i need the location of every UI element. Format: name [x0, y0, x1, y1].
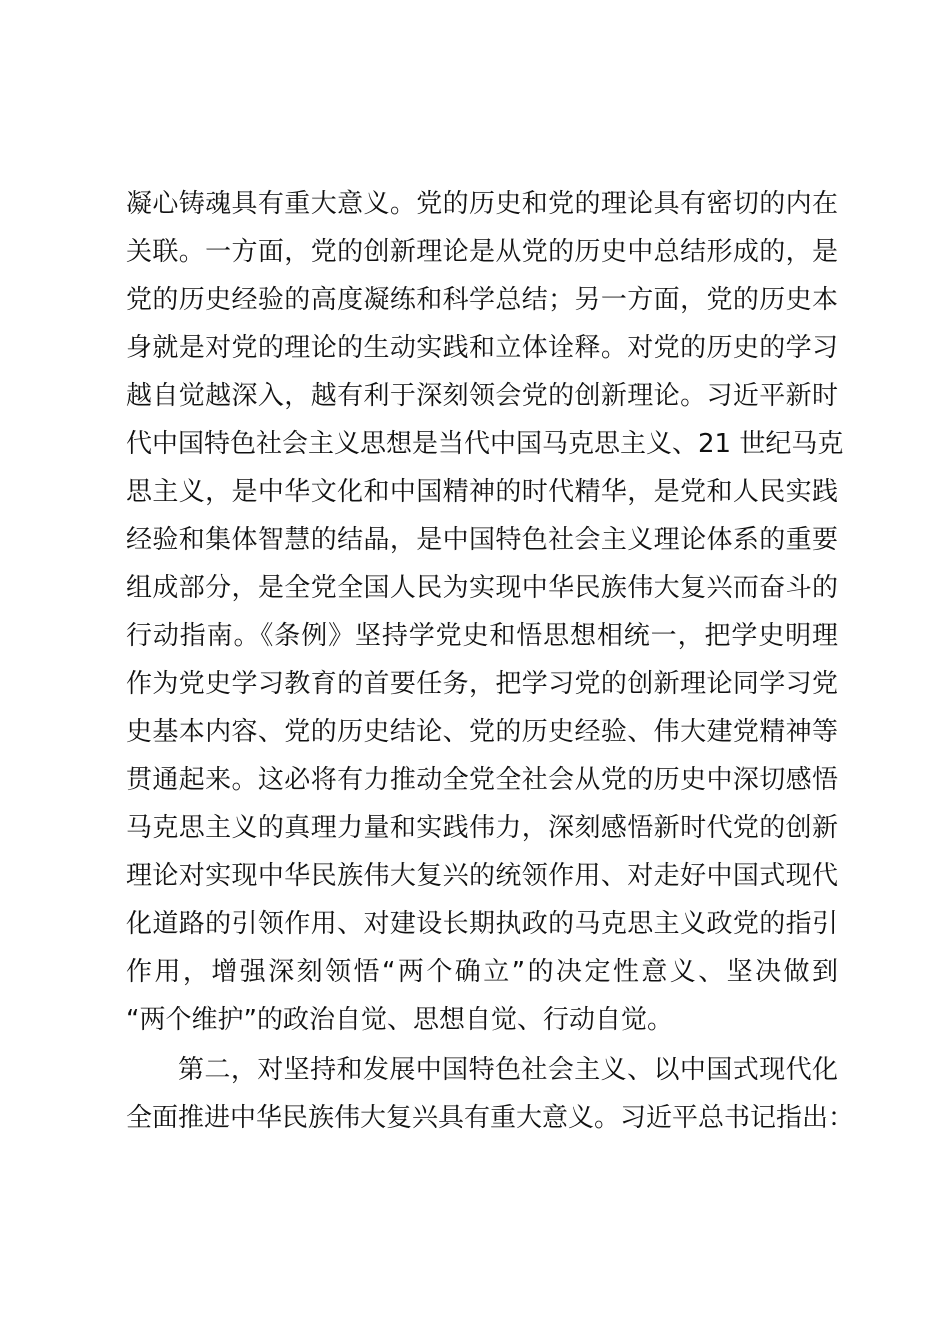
text-line: 越自觉越深入，越有利于深刻领会党的创新理论。习近平新时	[126, 381, 838, 411]
text-line: 史基本内容、党的历史结论、党的历史经验、伟大建党精神等	[126, 717, 838, 747]
text-line: 身就是对党的理论的生动实践和立体诠释。对党的历史的学习	[126, 333, 838, 363]
paragraph-start-line: 第二，对坚持和发展中国特色社会主义、以中国式现代化	[178, 1055, 838, 1085]
text-line: 关联。一方面，党的创新理论是从党的历史中总结形成的，是	[126, 237, 838, 267]
text-line: 代中国特色社会主义思想是当代中国马克思主义、21 世纪马克	[126, 429, 844, 459]
text-line: 作为党史学习教育的首要任务，把学习党的创新理论同学习党	[126, 669, 838, 699]
text-line: 凝心铸魂具有重大意义。党的历史和党的理论具有密切的内在	[126, 189, 838, 219]
text-line: 党的历史经验的高度凝练和科学总结；另一方面，党的历史本	[126, 285, 838, 315]
text-line: 化道路的引领作用、对建设长期执政的马克思主义政党的指引	[126, 909, 838, 939]
text-line: 全面推进中华民族伟大复兴具有重大意义。习近平总书记指出：	[126, 1103, 855, 1133]
text-line: 组成部分，是全党全国人民为实现中华民族伟大复兴而奋斗的	[126, 573, 838, 603]
text-line: 马克思主义的真理力量和实践伟力，深刻感悟新时代党的创新	[126, 813, 838, 843]
text-line: 行动指南。《条例》坚持学党史和悟思想相统一，把学史明理	[126, 621, 838, 651]
text-line: 贯通起来。这必将有力推动全党全社会从党的历史中深切感悟	[126, 765, 838, 795]
text-line: 理论对实现中华民族伟大复兴的统领作用、对走好中国式现代	[126, 861, 838, 891]
text-line: 经验和集体智慧的结晶，是中国特色社会主义理论体系的重要	[126, 525, 838, 555]
text-line: 作用，增强深刻领悟“两个确立”的决定性意义、坚决做到	[126, 957, 838, 987]
text-line: 思主义，是中华文化和中国精神的时代精华，是党和人民实践	[126, 477, 838, 507]
text-line: “两个维护”的政治自觉、思想自觉、行动自觉。	[126, 1005, 673, 1035]
